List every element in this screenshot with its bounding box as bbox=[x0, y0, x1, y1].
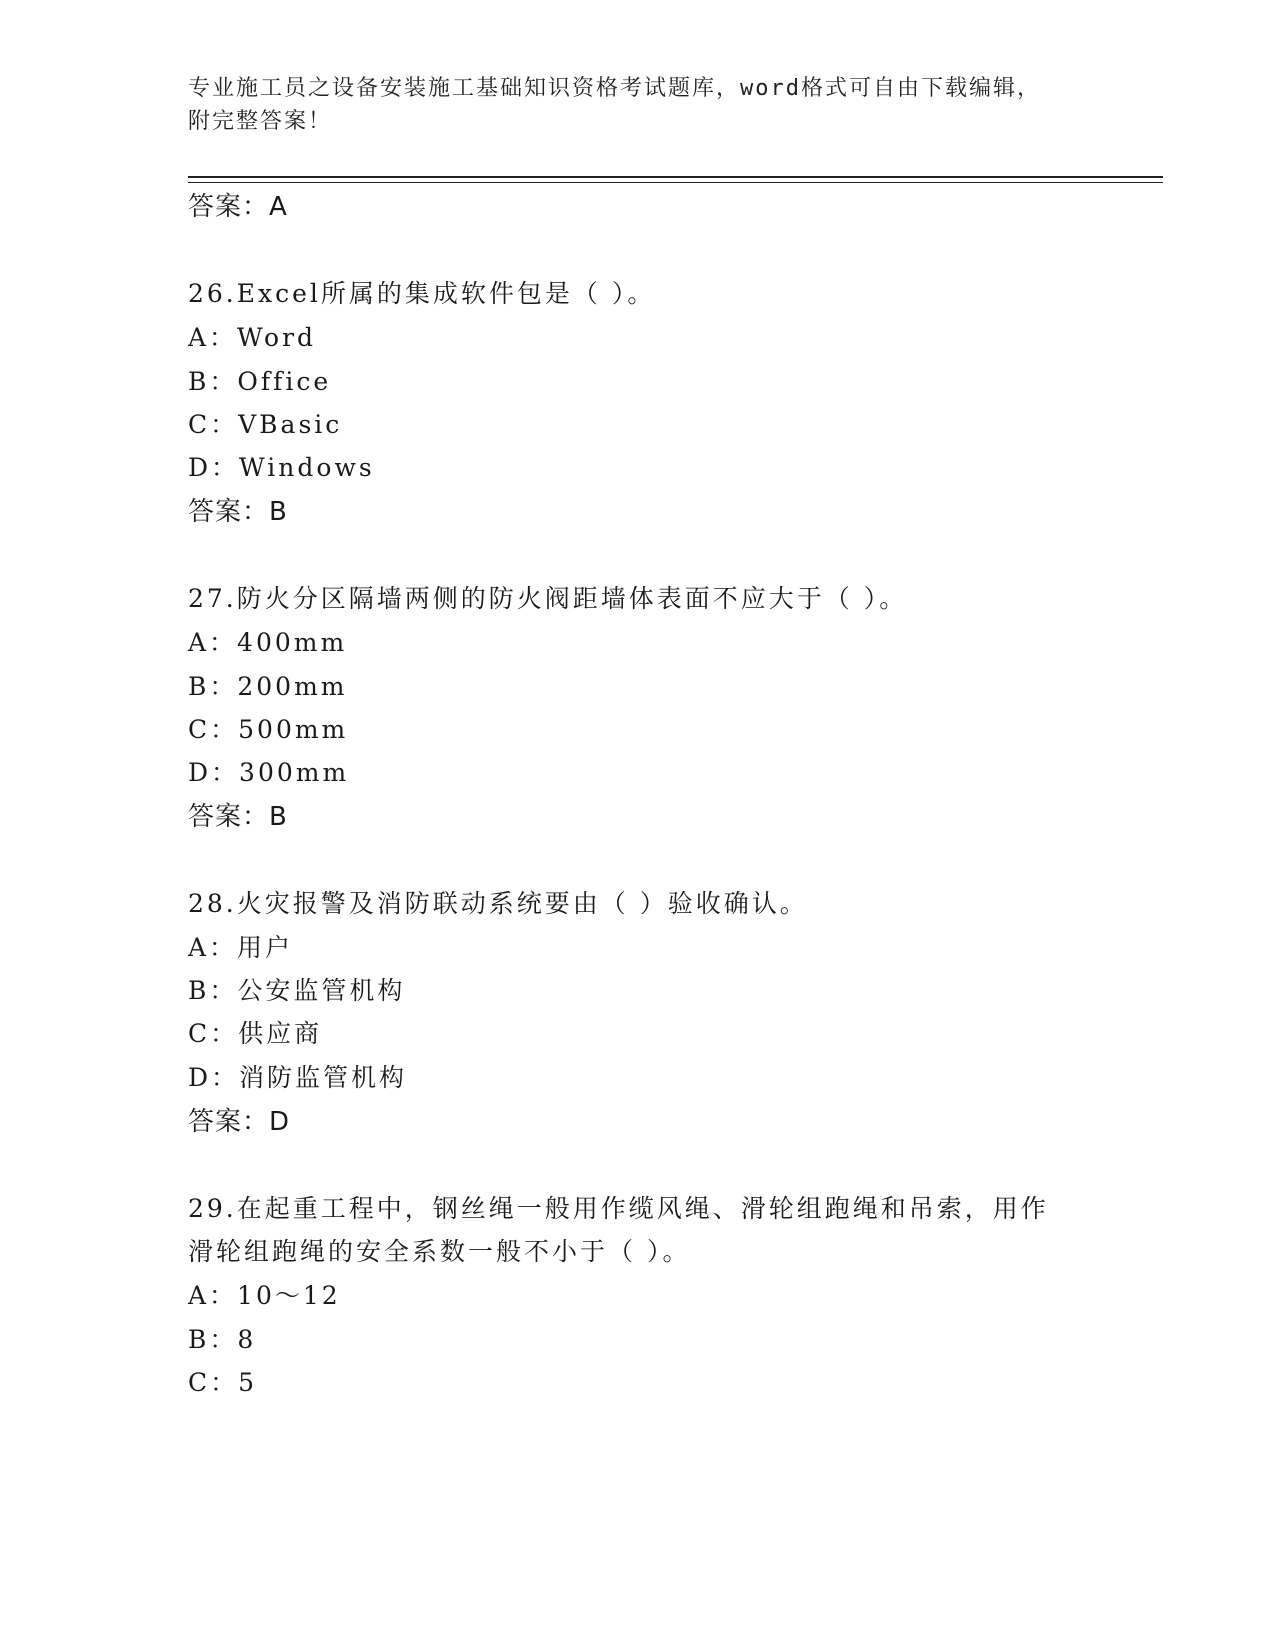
question-26-option-d: D：Windows bbox=[188, 453, 375, 482]
answer-27: 答案：B bbox=[188, 802, 288, 832]
question-27-option-a: A：400mm bbox=[188, 628, 348, 657]
question-29-option-b: B：8 bbox=[188, 1325, 257, 1354]
header-divider-thin bbox=[188, 182, 1163, 183]
question-29-option-c: C：5 bbox=[188, 1368, 258, 1397]
question-29-option-a: A：10～12 bbox=[188, 1281, 341, 1310]
document-header bbox=[188, 72, 1088, 138]
answer-26: 答案：B bbox=[188, 497, 288, 527]
question-27-stem: 27.防火分区隔墙两侧的防火阀距墙体表面不应大于（ ）。 bbox=[188, 584, 908, 613]
question-27-option-b: B：200mm bbox=[188, 672, 348, 701]
question-28-option-d: D：消防监管机构 bbox=[188, 1063, 408, 1092]
question-26-option-a: A：Word bbox=[188, 323, 317, 352]
question-27-option-c: C：500mm bbox=[188, 715, 349, 744]
answer-25: 答案：A bbox=[188, 192, 288, 222]
header-line-1: 专业施工员之设备安装施工基础知识资格考试题库，word格式可自由下载编辑， bbox=[188, 76, 1041, 101]
question-29-stem-line-2: 滑轮组跑绳的安全系数一般不小于（ ）。 bbox=[188, 1237, 691, 1266]
answer-28: 答案：D bbox=[188, 1107, 291, 1137]
question-28-option-a: A：用户 bbox=[188, 933, 294, 962]
question-26-option-c: C：VBasic bbox=[188, 410, 343, 439]
question-26-stem: 26.Excel所属的集成软件包是（ ）。 bbox=[188, 279, 656, 308]
header-line-2: 附完整答案！ bbox=[188, 109, 333, 134]
header-divider bbox=[188, 176, 1163, 178]
question-28-stem: 28.火灾报警及消防联动系统要由（ ）验收确认。 bbox=[188, 889, 808, 918]
question-28-option-c: C：供应商 bbox=[188, 1019, 323, 1048]
question-28-option-b: B：公安监管机构 bbox=[188, 976, 406, 1005]
question-27-option-d: D：300mm bbox=[188, 758, 350, 787]
question-29-stem-line-1: 29.在起重工程中，钢丝绳一般用作缆风绳、滑轮组跑绳和吊索，用作 bbox=[188, 1194, 1049, 1223]
question-26-option-b: B：Office bbox=[188, 367, 332, 396]
